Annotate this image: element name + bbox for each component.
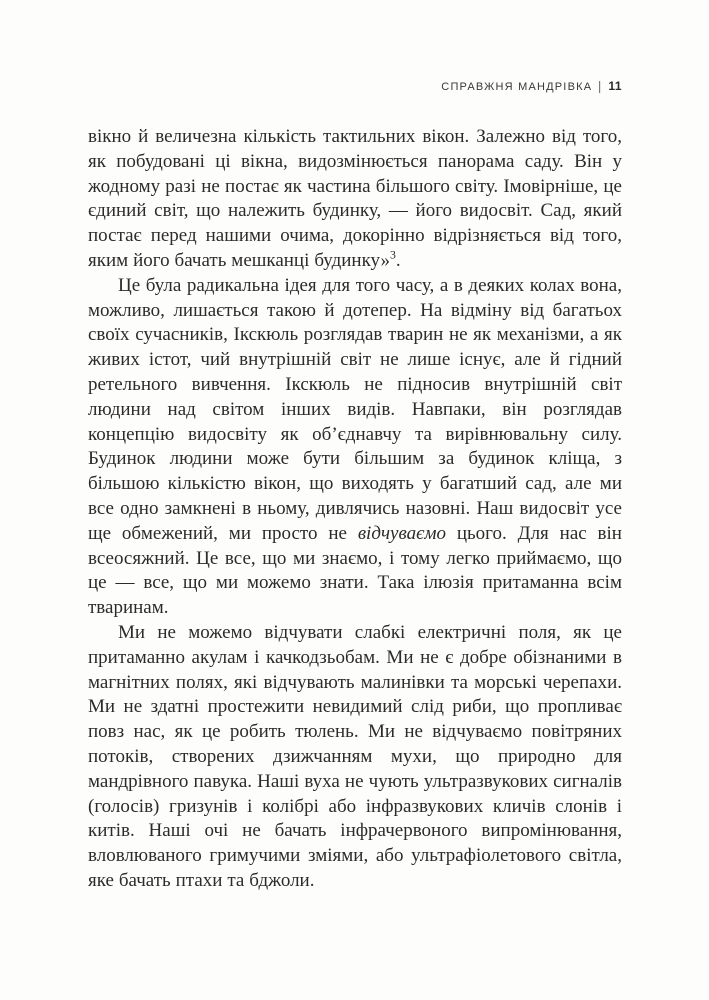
text-segment: вікно й величезна кількість тактильних вікон. Залежно від того, як побудовані ці вікна, видозмінюється панорама саду. Він у жодному разі не постає як частина більшого світу. Імовірніше, це єдиний світ, що належить будинку, — його видосвіт. Сад, який постає перед нашими очима, докорінно відрізняється від того, яким його бачать мешканці будинку» [88, 126, 622, 271]
page-number: 11 [608, 79, 622, 93]
paragraph [88, 125, 622, 274]
header-separator: | [598, 80, 603, 94]
paragraph [88, 274, 622, 621]
footnote-marker: 3 [390, 248, 396, 262]
body-text [88, 125, 622, 894]
paragraph [88, 621, 622, 894]
page-header [88, 80, 622, 93]
text-segment: Це була радикальна ідея для того часу, а в деяких колах вона, можливо, лишається такою й дотепер. На відміну від багатьох своїх сучасників, Ікскюль розглядав тварин не як механізми, а як живих істот, чий внутрішній світ не лише існує, але й гідний ретельного вивчення. Ікскюль не підносив внутрішній світ людини над світом інших видів. Навпаки, він розглядав концепцію видосвіту як об’єднавчу та вирівнювальну силу. Будинок людини може бути більшим за будинок кліща, з більшою кількістю вікон, що виходять у багатший сад, але ми все одно замкнені в ньому, дивлячись назовні. Наш видосвіт усе ще обмежений, ми просто не [88, 274, 622, 544]
text-segment: Ми не можемо відчувати слабкі електричні поля, як це притаманно акулам і качкодзьобам. Ми не є добре обізнаними в магнітних полях, які відчувають малинівки та морські черепахи. Ми не здатні простежити невидимий слід риби, що пропливає повз нас, як це робить тюлень. Ми не відчуваємо повітряних потоків, створених дзижчанням мухи, що природно для мандрівного павука. Наші вуха не чують ультразвукових сигналів (голосів) гризунів і колібрі або інфразвукових кличів слонів і китів. Наші очі не бачать інфрачервоного випромінювання, вловлюваного гримучими зміями, або ультрафіолетового світла, яке бачать птахи та бджоли. [88, 621, 622, 891]
emphasized-text: відчуваємо [357, 522, 446, 544]
running-title: СПРАВЖНЯ МАНДРІВКА [441, 81, 593, 93]
text-segment: . [395, 249, 401, 271]
text-segment: цього. Для нас він всеосяжний. Це все, що ми знаємо, і тому легко приймаємо, що це — все, що ми можемо знати. Така ілюзія притаманна всім тваринам. [88, 522, 622, 619]
